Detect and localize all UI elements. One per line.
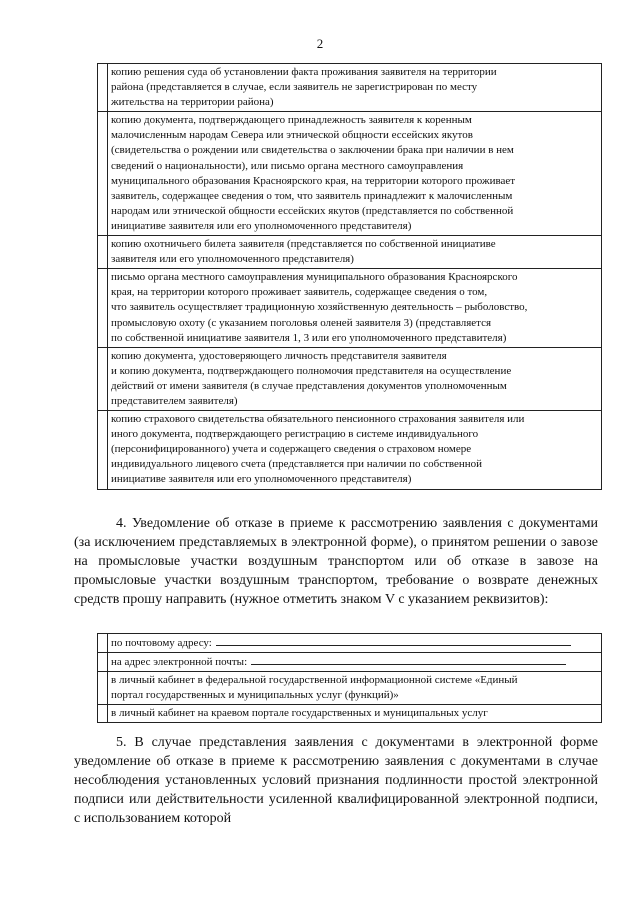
table-row: [98, 347, 602, 410]
table-row: [98, 653, 602, 672]
option-label: по почтовому адресу:: [111, 637, 212, 649]
text-line: промысловую охоту (с указанием поголовья оленей заявителя 3) (представляется: [111, 316, 492, 329]
text-line: копию документа, удостоверяющего личность представителя заявителя: [111, 349, 447, 362]
email-address-field[interactable]: [251, 654, 566, 665]
table-row: [98, 705, 602, 723]
document-item-text: [108, 347, 602, 410]
text-line: инициативе заявителя или его уполномоченного представителя): [111, 473, 412, 486]
document-item-text: [108, 411, 602, 489]
document-item-text: [108, 236, 602, 269]
delivery-option-email: [108, 653, 602, 672]
text-line: малочисленным народам Севера или этнической общности ессейских якутов: [111, 129, 473, 142]
text-line: сведений о национальности), или письмо органа местного самоуправления: [111, 159, 464, 172]
text-line: копию документа, подтверждающего принадлежность заявителя к коренным: [111, 114, 472, 127]
delivery-option-postal: [108, 634, 602, 653]
text-line: индивидуального лицевого счета (представляется при наличии по собственной: [111, 458, 483, 471]
text-line: края, на территории которого проживает заявитель, содержащее сведения о том,: [111, 286, 488, 299]
checkbox-cell[interactable]: [98, 634, 108, 653]
table-row: [98, 112, 602, 236]
text-line: (свидетельства о рождении или свидетельства о заключении брака при наличии в нем: [111, 144, 514, 157]
checkbox-cell[interactable]: [98, 112, 108, 236]
table-row: [98, 411, 602, 489]
checkbox-cell[interactable]: [98, 64, 108, 112]
checkbox-cell[interactable]: [98, 269, 108, 347]
postal-address-field[interactable]: [216, 635, 571, 646]
text-line: заявителя или его уполномоченного представителя): [111, 253, 354, 266]
checkbox-cell[interactable]: [98, 236, 108, 269]
delivery-method-table: [97, 633, 602, 723]
text-line: и копию документа, подтверждающего полномочия представителя на осуществление: [111, 364, 512, 377]
checkbox-cell[interactable]: [98, 653, 108, 672]
text-line: в личный кабинет на краевом портале государственных и муниципальных услуг: [111, 707, 488, 719]
delivery-option-regional-portal: [108, 705, 602, 723]
text-line: муниципального образования Красноярского края, на территории которого проживает: [111, 174, 516, 187]
documents-checklist-table: [97, 63, 602, 490]
text-line: жительства на территории района): [111, 96, 274, 109]
option-label: на адрес электронной почты:: [111, 656, 248, 668]
document-item-text: [108, 64, 602, 112]
checkbox-cell[interactable]: [98, 347, 108, 410]
checkbox-cell[interactable]: [98, 705, 108, 723]
text-line: письмо органа местного самоуправления муниципального образования Красноярского: [111, 271, 518, 284]
text-line: народам или этнической общности ессейских якутов (представляется по собственной: [111, 204, 514, 217]
text-line: инициативе заявителя или его уполномоченного представителя): [111, 219, 412, 232]
text-line: действий от имени заявителя (в случае представления документов уполномоченным: [111, 379, 507, 392]
table-row: [98, 236, 602, 269]
paragraph-5: 5. В случае представления заявления с документами в электронной форме уведомление об отказе в приеме к рассмотрению заявления с документами в случае несоблюдения установленных условий признания подлинности простой электронной подписи или действительности усиленной квалифицированной электронной подписи, с использованием которой: [74, 735, 598, 826]
text-line: иного документа, подтверждающего регистрацию в системе индивидуального: [111, 428, 479, 441]
text-line: что заявитель осуществляет традиционную хозяйственную деятельность – рыболовство,: [111, 301, 528, 314]
delivery-option-federal-portal: [108, 672, 602, 705]
table-row: [98, 269, 602, 347]
document-item-text: [108, 269, 602, 347]
table-row: [98, 634, 602, 653]
text-line: по собственной инициативе заявителя 1, 3 или его уполномоченного представителя): [111, 331, 507, 344]
paragraph-4: 4. Уведомление об отказе в приеме к рассмотрению заявления с документами (за исключением представляемых в электронной форме), о принятом решении о завозе на промысловые участки воздушным транспортом или об отказе в завозе на промысловые участки воздушным транспортом, требование о возврате денежных средств прошу направить (нужное отметить знаком V с указанием реквизитов):: [74, 516, 598, 607]
text-line: копию страхового свидетельства обязательного пенсионного страхования заявителя или: [111, 413, 525, 426]
page-number: 2: [316, 36, 324, 51]
table-row: [98, 672, 602, 705]
text-line: заявитель, содержащее сведения о том, что заявитель принадлежит к малочисленным: [111, 189, 513, 202]
checkbox-cell[interactable]: [98, 411, 108, 489]
checkbox-cell[interactable]: [98, 672, 108, 705]
text-line: района (представляется в случае, если заявитель не зарегистрирован по месту: [111, 81, 478, 94]
text-line: копию охотничьего билета заявителя (представляется по собственной инициативе: [111, 238, 496, 251]
text-line: представителем заявителя): [111, 394, 238, 407]
table-row: [98, 64, 602, 112]
text-line: в личный кабинет в федеральной государственной информационной системе «Единый: [111, 674, 518, 686]
text-line: портал государственных и муниципальных услуг (функций)»: [111, 689, 399, 701]
text-line: (персонифицированного) учета и содержащего сведения о страховом номере: [111, 443, 472, 456]
text-line: копию решения суда об установлении факта проживания заявителя на территории: [111, 66, 497, 78]
document-item-text: [108, 112, 602, 236]
